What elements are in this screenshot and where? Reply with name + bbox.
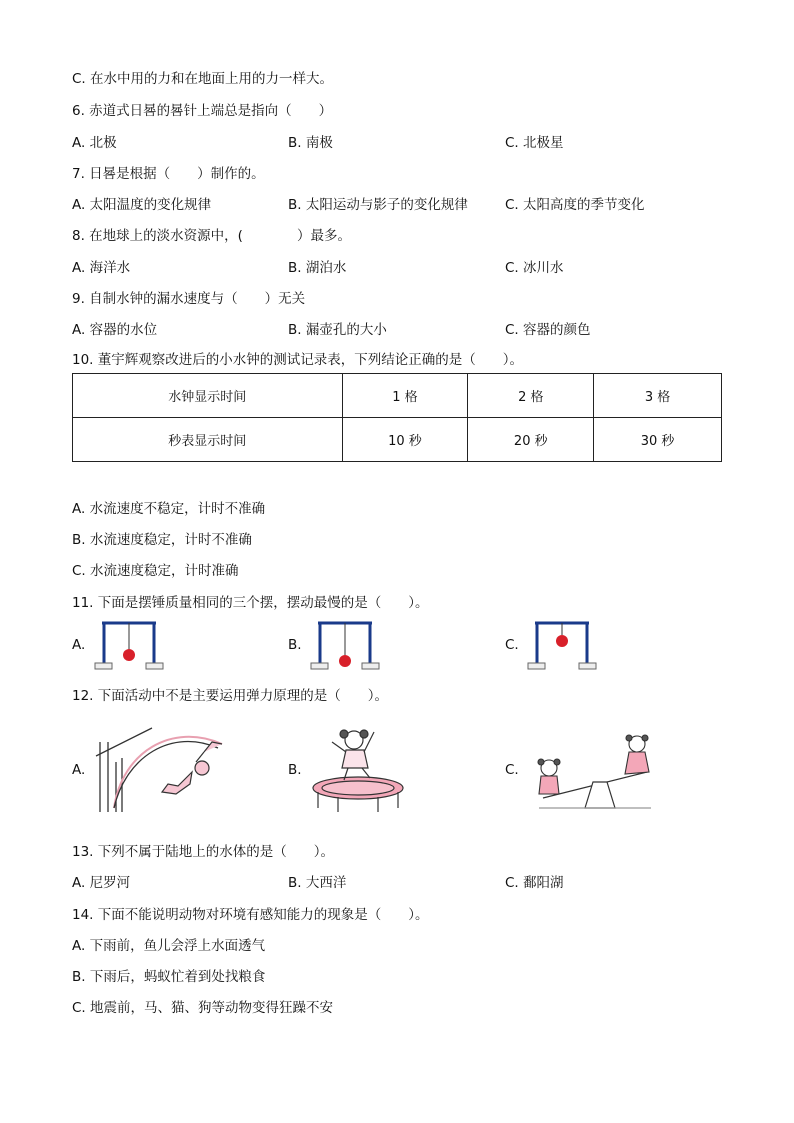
trampoline-figure bbox=[308, 722, 408, 814]
q13-option-c: C. 鄱阳湖 bbox=[505, 875, 564, 891]
q6-option-c: C. 北极星 bbox=[505, 135, 564, 151]
q12-label-a: A. bbox=[72, 762, 86, 778]
table-cell: 水钟显示时间 bbox=[73, 374, 343, 418]
table-row bbox=[73, 418, 722, 462]
q9-stem: 9. 自制水钟的漏水速度与（ ）无关 bbox=[72, 291, 306, 307]
pendulum-a-figure bbox=[92, 619, 164, 671]
q14-option-c: C. 地震前，马、猫、狗等动物变得狂躁不安 bbox=[72, 1000, 334, 1016]
pole-vault-figure bbox=[92, 722, 232, 814]
q7-option-b: B. 太阳运动与影子的变化规律 bbox=[288, 197, 468, 213]
q10-option-c: C. 水流速度稳定，计时准确 bbox=[72, 563, 239, 579]
q13-stem: 13. 下列不属于陆地上的水体的是（ ）。 bbox=[72, 844, 335, 860]
q8-option-c: C. 冰川水 bbox=[505, 260, 564, 276]
seesaw-figure bbox=[525, 722, 665, 814]
q12-stem: 12. 下面活动中不是主要运用弹力原理的是（ ）。 bbox=[72, 688, 389, 704]
pendulum-c-figure bbox=[525, 619, 597, 671]
q6-stem: 6. 赤道式日晷的晷针上端总是指向（ ） bbox=[72, 103, 333, 119]
table-cell: 30 秒 bbox=[594, 418, 722, 462]
q13-option-a: A. 尼罗河 bbox=[72, 875, 131, 891]
q11-label-b: B. bbox=[288, 637, 302, 653]
pendulum-b-figure bbox=[308, 619, 380, 671]
q9-option-c: C. 容器的颜色 bbox=[505, 322, 591, 338]
q10-stem: 10. 董宇辉观察改进后的小水钟的测试记录表，下列结论正确的是（ ）。 bbox=[72, 352, 524, 368]
q12-label-c: C. bbox=[505, 762, 519, 778]
q10-option-a: A. 水流速度不稳定，计时不准确 bbox=[72, 501, 266, 517]
q14-option-b: B. 下雨后，蚂蚁忙着到处找粮食 bbox=[72, 969, 266, 985]
table-cell: 秒表显示时间 bbox=[73, 418, 343, 462]
q10-option-b: B. 水流速度稳定，计时不准确 bbox=[72, 532, 252, 548]
q14-stem: 14. 下面不能说明动物对环境有感知能力的现象是（ ）。 bbox=[72, 907, 429, 923]
q7-option-c: C. 太阳高度的季节变化 bbox=[505, 197, 645, 213]
q7-option-a: A. 太阳温度的变化规律 bbox=[72, 197, 212, 213]
q9-option-b: B. 漏壶孔的大小 bbox=[288, 322, 387, 338]
q7-stem: 7. 日晷是根据（ ）制作的。 bbox=[72, 166, 265, 182]
q8-stem: 8. 在地球上的淡水资源中，( ）最多。 bbox=[72, 228, 351, 244]
q13-option-b: B. 大西洋 bbox=[288, 875, 347, 891]
q11-label-c: C. bbox=[505, 637, 519, 653]
table-cell: 20 秒 bbox=[468, 418, 594, 462]
q11-label-a: A. bbox=[72, 637, 86, 653]
q8-option-a: A. 海洋水 bbox=[72, 260, 131, 276]
table-cell: 2 格 bbox=[468, 374, 594, 418]
q8-option-b: B. 湖泊水 bbox=[288, 260, 347, 276]
q9-option-a: A. 容器的水位 bbox=[72, 322, 158, 338]
q6-option-b: B. 南极 bbox=[288, 135, 333, 151]
q11-stem: 11. 下面是摆锤质量相同的三个摆，摆动最慢的是（ ）。 bbox=[72, 595, 429, 611]
q12-label-b: B. bbox=[288, 762, 302, 778]
table-cell: 10 秒 bbox=[342, 418, 468, 462]
table-cell: 1 格 bbox=[342, 374, 468, 418]
q5-option-c: C. 在水中用的力和在地面上用的力一样大。 bbox=[72, 71, 334, 87]
q14-option-a: A. 下雨前，鱼儿会浮上水面透气 bbox=[72, 938, 266, 954]
table-cell: 3 格 bbox=[594, 374, 722, 418]
table-row bbox=[73, 374, 722, 418]
q6-option-a: A. 北极 bbox=[72, 135, 117, 151]
water-clock-record-table bbox=[72, 373, 722, 462]
